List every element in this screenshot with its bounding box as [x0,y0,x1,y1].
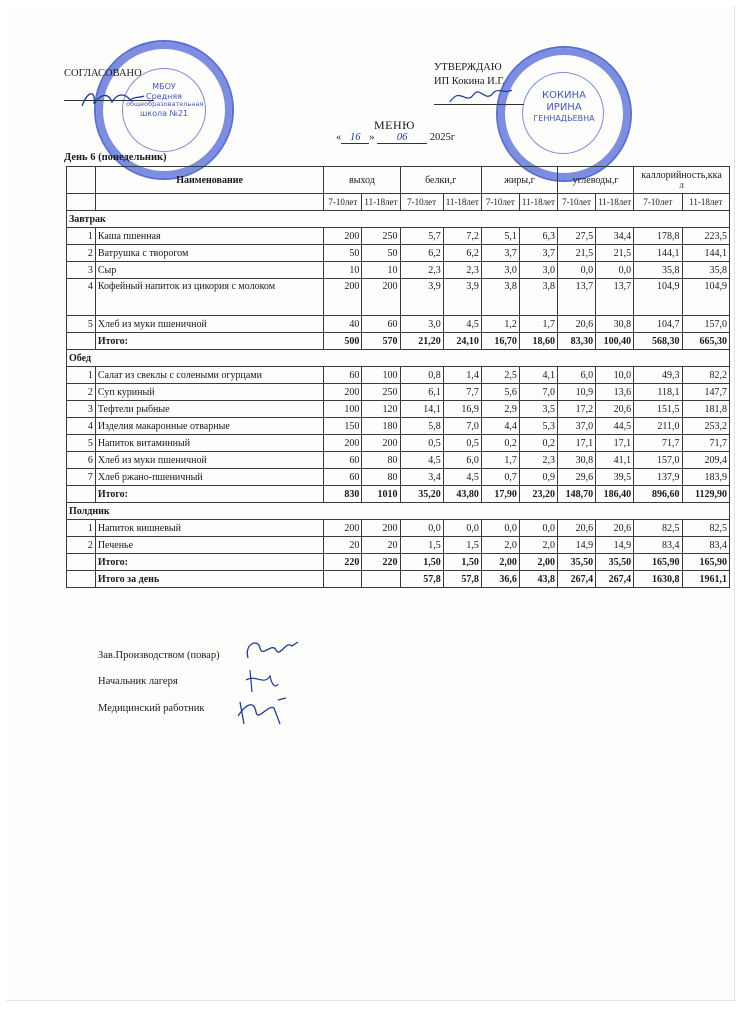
value-cell: 144,1 [634,245,682,262]
table-row [67,245,730,262]
value-cell: 200 [324,384,362,401]
value-cell: 20,6 [596,401,634,418]
table-row [67,367,730,384]
table-subheader-row [67,194,730,211]
value-cell: 157,0 [634,452,682,469]
row-number: 2 [67,245,96,262]
value-cell: 0,5 [400,435,443,452]
dish-name: Напиток витаминный [95,435,324,452]
value-cell: 0,2 [481,435,519,452]
value-cell: 3,5 [519,401,557,418]
value-cell: 60 [362,316,400,333]
value-cell: 5,1 [481,228,519,245]
total-value-cell: 17,90 [481,486,519,503]
value-cell: 41,1 [596,452,634,469]
value-cell: 183,9 [682,469,729,486]
table-header-row [67,167,730,194]
total-row [67,554,730,571]
total-value-cell: 1,50 [443,554,481,571]
value-cell: 0,0 [400,520,443,537]
value-cell: 1,7 [481,452,519,469]
stamp-line: ИРИНА [546,102,582,113]
value-cell: 7,2 [443,228,481,245]
total-value-cell: 220 [324,554,362,571]
value-cell: 14,9 [596,537,634,554]
value-cell: 150 [324,418,362,435]
table-row [67,401,730,418]
row-number: 1 [67,228,96,245]
value-cell: 178,8 [634,228,682,245]
chef-signature-label: Зав.Производством (повар) [98,650,220,661]
dish-name: Изделия макаронные отварные [95,418,324,435]
value-cell: 13,7 [557,279,595,316]
total-value-cell: 21,20 [400,333,443,350]
value-cell: 4,5 [400,452,443,469]
value-cell: 40 [324,316,362,333]
total-value-cell: 43,80 [443,486,481,503]
total-value-cell: 23,20 [519,486,557,503]
value-cell: 200 [362,435,400,452]
value-cell: 16,9 [443,401,481,418]
medic-signature-label: Медицинский работник [98,703,205,714]
dish-name: Ватрушка с творогом [95,245,324,262]
subheader-cell: 7-10лет [557,194,595,211]
day-total-value-cell: 57,8 [443,571,481,588]
chef-signature [242,634,302,668]
day-label: День 6 (понедельник) [64,152,167,163]
header-name: Наименование [95,167,324,194]
total-value-cell: 568,30 [634,333,682,350]
dish-name: Напиток вишневый [95,520,324,537]
menu-title: МЕНЮ [374,118,415,132]
value-cell: 211,0 [634,418,682,435]
value-cell: 39,5 [596,469,634,486]
total-value-cell: 1129,90 [682,486,729,503]
value-cell: 17,2 [557,401,595,418]
value-cell: 200 [324,228,362,245]
value-cell: 181,8 [682,401,729,418]
total-label: Итого: [95,333,324,350]
table-row [67,537,730,554]
value-cell: 6,0 [557,367,595,384]
menu-date: « 16 » 06 2025г [336,132,456,143]
value-cell: 3,0 [400,316,443,333]
value-cell: 3,8 [519,279,557,316]
stamp-line: общеобразовательная [126,100,204,109]
day-total-value-cell: 1630,8 [634,571,682,588]
section-row [67,211,730,228]
value-cell: 104,7 [634,316,682,333]
dish-name: Хлеб ржано-пшеничный [95,469,324,486]
value-cell: 13,7 [596,279,634,316]
row-number: 2 [67,384,96,401]
value-cell: 83,4 [634,537,682,554]
stamp-line: МБОУ [152,82,176,91]
value-cell: 60 [324,367,362,384]
medic-signature [234,694,290,730]
header-output: выход [324,167,400,194]
total-value-cell: 165,90 [682,554,729,571]
total-value-cell: 830 [324,486,362,503]
value-cell: 20 [324,537,362,554]
value-cell: 14,9 [557,537,595,554]
value-cell: 27,5 [557,228,595,245]
total-value-cell: 2,00 [481,554,519,571]
value-cell: 5,6 [481,384,519,401]
value-cell: 71,7 [682,435,729,452]
value-cell: 118,1 [634,384,682,401]
value-cell: 10 [324,262,362,279]
value-cell: 20,6 [557,520,595,537]
subheader-cell: 7-10лет [400,194,443,211]
row-number: 4 [67,279,96,316]
value-cell: 6,0 [443,452,481,469]
total-value-cell: 100,40 [596,333,634,350]
value-cell: 104,9 [634,279,682,316]
value-cell: 1,5 [400,537,443,554]
total-value-cell: 1,50 [400,554,443,571]
table-row [67,384,730,401]
subheader-cell: 11-18лет [519,194,557,211]
value-cell: 10,9 [557,384,595,401]
value-cell: 2,3 [443,262,481,279]
header-fats: жиры,г [481,167,557,194]
row-number: 3 [67,262,96,279]
row-number: 7 [67,469,96,486]
value-cell: 180 [362,418,400,435]
value-cell: 6,3 [519,228,557,245]
dish-name: Сыр [95,262,324,279]
value-cell: 80 [362,469,400,486]
value-cell: 82,5 [682,520,729,537]
value-cell: 10 [362,262,400,279]
value-cell: 35,8 [634,262,682,279]
value-cell: 20 [362,537,400,554]
total-number-cell [67,554,96,571]
value-cell: 6,2 [443,245,481,262]
total-value-cell: 148,70 [557,486,595,503]
value-cell: 44,5 [596,418,634,435]
header-calories-line1: каллорийность,кка [641,169,722,181]
row-number: 6 [67,452,96,469]
day-total-value-cell: 267,4 [596,571,634,588]
dish-name: Хлеб из муки пшеничной [95,452,324,469]
value-cell: 144,1 [682,245,729,262]
value-cell: 60 [324,469,362,486]
value-cell: 3,0 [519,262,557,279]
section-row [67,350,730,367]
agreed-signature [78,86,148,112]
value-cell: 6,1 [400,384,443,401]
value-cell: 0,0 [443,520,481,537]
date-day: 16 [341,132,369,144]
value-cell: 200 [362,279,400,316]
approved-label: УТВЕРЖДАЮ [434,62,502,73]
total-value-cell: 570 [362,333,400,350]
dish-name: Печенье [95,537,324,554]
subheader-cell: 7-10лет [634,194,682,211]
value-cell: 100 [362,367,400,384]
date-year: 2025г [429,132,456,143]
value-cell: 14,1 [400,401,443,418]
value-cell: 17,1 [596,435,634,452]
dish-name: Кофейный напиток из цикория с молоком [95,279,324,316]
value-cell: 4,5 [443,469,481,486]
value-cell: 1,5 [443,537,481,554]
value-cell: 1,2 [481,316,519,333]
value-cell: 2,3 [400,262,443,279]
total-value-cell: 35,50 [557,554,595,571]
value-cell: 2,0 [481,537,519,554]
stamp-line: КОКИНА [542,90,586,101]
value-cell: 151,5 [634,401,682,418]
section-title: Обед [67,350,730,367]
value-cell: 21,5 [557,245,595,262]
value-cell: 223,5 [682,228,729,245]
subheader-cell: 11-18лет [362,194,400,211]
section-row [67,503,730,520]
stamp-line: Средняя [146,91,182,101]
value-cell: 4,4 [481,418,519,435]
section-title: Полдник [67,503,730,520]
value-cell: 4,1 [519,367,557,384]
value-cell: 7,0 [443,418,481,435]
table-row [67,452,730,469]
value-cell: 0,0 [519,520,557,537]
total-value-cell: 500 [324,333,362,350]
header-proteins: белки,г [400,167,481,194]
section-title: Завтрак [67,211,730,228]
table-row [67,316,730,333]
total-row [67,333,730,350]
dish-name: Тефтели рыбные [95,401,324,418]
row-number: 5 [67,435,96,452]
date-month: 06 [377,132,427,144]
total-row [67,486,730,503]
total-value-cell: 165,90 [634,554,682,571]
value-cell: 0,5 [443,435,481,452]
header-carbs: углеводы,г [557,167,633,194]
stamp-line: ГЕННАДЬЕВНА [533,114,595,123]
value-cell: 80 [362,452,400,469]
row-number: 3 [67,401,96,418]
total-number-cell [67,333,96,350]
value-cell: 37,0 [557,418,595,435]
value-cell: 0,8 [400,367,443,384]
subheader-cell: 11-18лет [682,194,729,211]
row-number: 1 [67,367,96,384]
value-cell: 3,9 [400,279,443,316]
value-cell: 0,0 [481,520,519,537]
total-value-cell: 16,70 [481,333,519,350]
table-row [67,418,730,435]
value-cell: 3,0 [481,262,519,279]
total-value-cell: 220 [362,554,400,571]
value-cell: 0,7 [481,469,519,486]
total-value-cell: 35,50 [596,554,634,571]
value-cell: 82,5 [634,520,682,537]
stamp-line: школа №21 [139,108,189,118]
value-cell: 5,7 [400,228,443,245]
value-cell: 4,5 [443,316,481,333]
total-value-cell: 83,30 [557,333,595,350]
value-cell: 3,9 [443,279,481,316]
dish-name: Хлеб из муки пшеничной [95,316,324,333]
value-cell: 250 [362,384,400,401]
value-cell: 30,8 [557,452,595,469]
total-value-cell: 896,60 [634,486,682,503]
agreed-label: СОГЛАСОВАНО [64,68,142,79]
value-cell: 137,9 [634,469,682,486]
approver-name: ИП Кокина И.Г. [434,76,505,87]
row-number: 2 [67,537,96,554]
row-number: 5 [67,316,96,333]
value-cell: 7,7 [443,384,481,401]
total-number-cell [67,486,96,503]
table-row [67,520,730,537]
total-label: Итого: [95,554,324,571]
value-cell: 3,7 [519,245,557,262]
subheader-cell: 7-10лет [324,194,362,211]
dish-name: Салат из свеклы с солеными огурцами [95,367,324,384]
header-calories [634,167,730,194]
header-calories-line2: л [679,179,684,190]
day-total-value-cell [362,571,400,588]
value-cell: 147,7 [682,384,729,401]
value-cell: 0,2 [519,435,557,452]
value-cell: 60 [324,452,362,469]
day-total-number-cell [67,571,96,588]
total-value-cell: 665,30 [682,333,729,350]
total-label: Итого: [95,486,324,503]
day-total-value-cell: 36,6 [481,571,519,588]
value-cell: 20,6 [557,316,595,333]
value-cell: 3,4 [400,469,443,486]
value-cell: 209,4 [682,452,729,469]
value-cell: 253,2 [682,418,729,435]
value-cell: 200 [324,279,362,316]
value-cell: 1,4 [443,367,481,384]
value-cell: 50 [324,245,362,262]
total-value-cell: 186,40 [596,486,634,503]
value-cell: 17,1 [557,435,595,452]
value-cell: 6,2 [400,245,443,262]
dish-name: Каша пшенная [95,228,324,245]
subheader-cell: 11-18лет [443,194,481,211]
value-cell: 2,3 [519,452,557,469]
value-cell: 34,4 [596,228,634,245]
day-total-value-cell: 57,8 [400,571,443,588]
total-value-cell: 1010 [362,486,400,503]
value-cell: 104,9 [682,279,729,316]
value-cell: 157,0 [682,316,729,333]
approved-signature [446,84,516,110]
value-cell: 82,2 [682,367,729,384]
value-cell: 200 [324,520,362,537]
day-total-value-cell: 267,4 [557,571,595,588]
value-cell: 2,9 [481,401,519,418]
total-value-cell: 2,00 [519,554,557,571]
day-total-row [67,571,730,588]
dish-name: Суп куриный [95,384,324,401]
value-cell: 0,9 [519,469,557,486]
value-cell: 2,0 [519,537,557,554]
value-cell: 200 [362,520,400,537]
menu-table [66,166,730,588]
table-row [67,469,730,486]
value-cell: 0,0 [596,262,634,279]
subheader-cell: 7-10лет [481,194,519,211]
document-page [6,6,735,1001]
total-value-cell: 18,60 [519,333,557,350]
value-cell: 35,8 [682,262,729,279]
value-cell: 7,0 [519,384,557,401]
value-cell: 120 [362,401,400,418]
value-cell: 29,6 [557,469,595,486]
table-row [67,228,730,245]
day-total-value-cell: 1961,1 [682,571,729,588]
value-cell: 2,5 [481,367,519,384]
value-cell: 3,8 [481,279,519,316]
value-cell: 13,6 [596,384,634,401]
subheader-cell: 11-18лет [596,194,634,211]
day-total-value-cell [324,571,362,588]
value-cell: 100 [324,401,362,418]
camp-head-signature-label: Начальник лагеря [98,676,178,687]
day-total-label: Итого за день [95,571,324,588]
value-cell: 20,6 [596,520,634,537]
value-cell: 83,4 [682,537,729,554]
value-cell: 0,0 [557,262,595,279]
entrepreneur-stamp [496,46,632,182]
value-cell: 21,5 [596,245,634,262]
table-row [67,279,730,316]
row-number: 4 [67,418,96,435]
value-cell: 71,7 [634,435,682,452]
day-total-value-cell: 43,8 [519,571,557,588]
row-number: 1 [67,520,96,537]
value-cell: 200 [324,435,362,452]
value-cell: 1,7 [519,316,557,333]
total-value-cell: 24,10 [443,333,481,350]
value-cell: 49,3 [634,367,682,384]
value-cell: 50 [362,245,400,262]
value-cell: 30,8 [596,316,634,333]
value-cell: 10,0 [596,367,634,384]
value-cell: 5,3 [519,418,557,435]
table-row [67,435,730,452]
total-value-cell: 35,20 [400,486,443,503]
value-cell: 250 [362,228,400,245]
value-cell: 5,8 [400,418,443,435]
value-cell: 3,7 [481,245,519,262]
table-row [67,262,730,279]
